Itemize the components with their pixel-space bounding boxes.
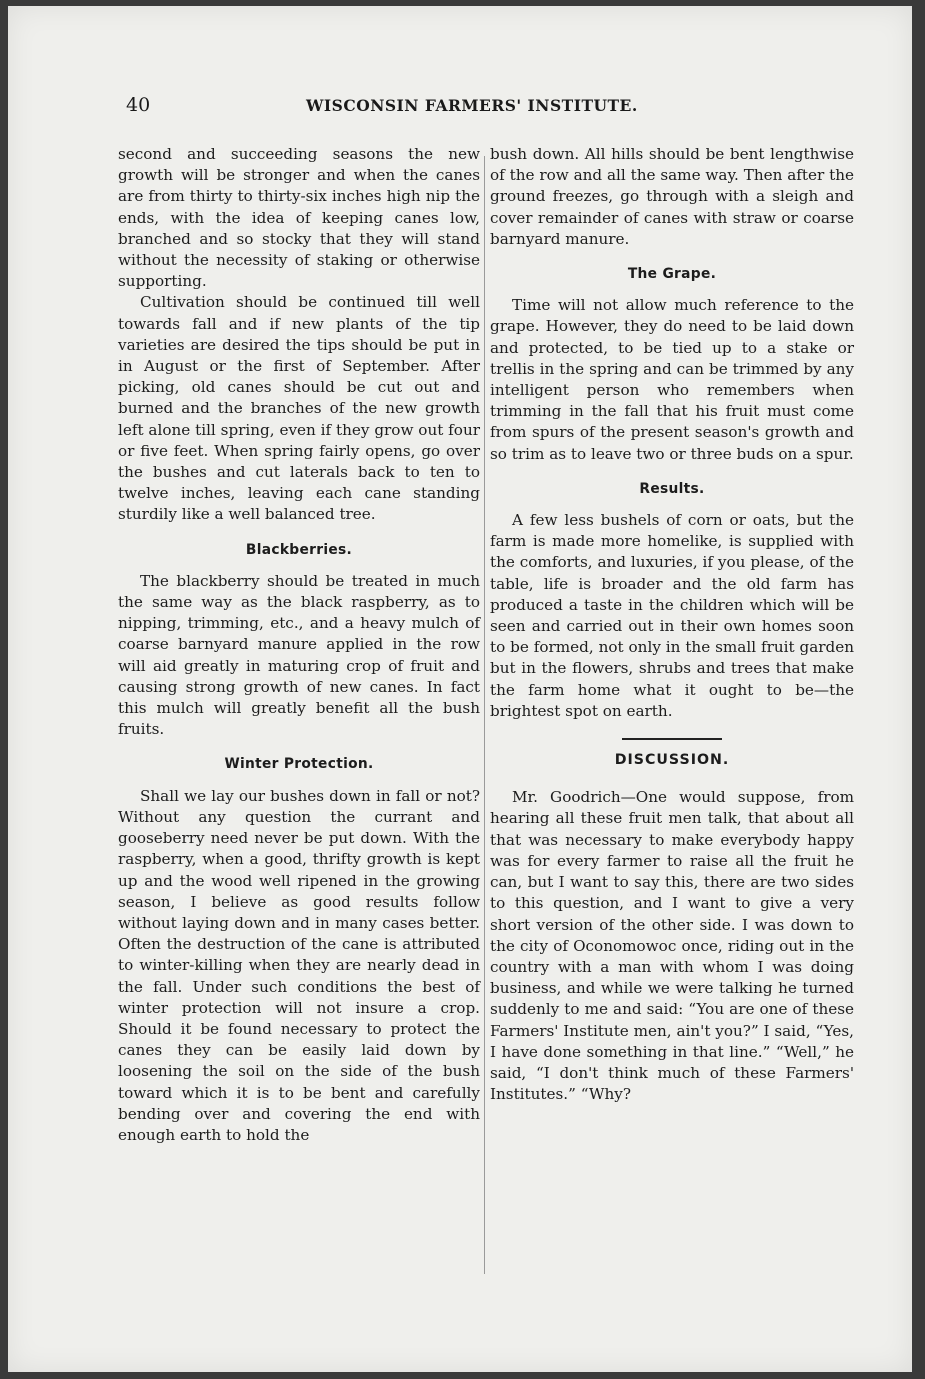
running-title: WISCONSIN FARMERS' INSTITUTE.	[306, 96, 638, 115]
heading-results: Results.	[639, 480, 705, 497]
paragraph-winter-protection: Shall we lay our bushes down in fall or not? Without any question the currant and gooseberry need never be put down. With the raspberry, when a good, thrifty growth is kept up and the wood well ripened in the growing season, I believe as good results follow without laying down and in many cases better. Often the destruction of the cane is attributed to winter-killing when they are nearly dead in the fall. Under such conditions the best of winter protection will not insure a crop. Should it be found necessary to protect the canes they can be easily laid down by loosening the soil on the side of the bush toward which it is to be bent and carefully bending over and covering the end with enough earth to hold the	[118, 786, 480, 1144]
discussion-divider	[622, 738, 722, 740]
paragraph-cultivation: Cultivation should be continued till well towards fall and if new plants of the tip varieties are desired the tips should be put in in August or the first of September. After picking, old canes should be cut out and burned and the branches of the new growth left alone till spring, even if they grow out four or five feet. When spring fairly opens, go over the bushes and cut laterals back to ten to twelve inches, leaving each cane standing sturdily like a well balanced tree.	[118, 293, 480, 524]
paragraph-continuation: second and succeeding seasons the new growth will be stronger and when the canes are from thirty to thirty-six inches high nip the ends, with the idea of keeping canes low, branched and so stocky that they will stand without the necessity of staking or otherwise supporting.	[118, 145, 480, 291]
heading-blackberries: Blackberries.	[245, 541, 353, 558]
column-divider	[484, 156, 485, 1274]
paragraph-results: A few less bushels of corn or oats, but the farm is made more homelike, is supplied with the comforts, and luxuries, if you please, of the table, life is broader and the old farm has produced a taste in the children which will be seen and carried out in their own homes soon to be formed, not only in the small fruit garden but in the flowers, shrubs and trees that make the farm home what it ought to be—the brightest spot on earth.	[490, 511, 854, 720]
heading-the-grape: The Grape.	[627, 266, 717, 283]
page-number: 40	[126, 94, 151, 116]
paragraph-grape: Time will not allow much reference to the grape. However, they do need to be laid down and protected, to be tied up to a stake or trellis in the spring and can be trimmed by any intelligent person who remembers when trimming in the fall that his fruit must come from spurs of the present season's growth and so trim as to leave two or three buds on a spur.	[490, 296, 854, 463]
left-column	[118, 144, 480, 1146]
page-header	[126, 94, 886, 118]
heading-discussion: DISCUSSION.	[614, 752, 730, 769]
right-column	[490, 144, 854, 1105]
book-page	[8, 6, 912, 1372]
paragraph-bush-down: bush down. All hills should be bent lengthwise of the row and all the same way. Then after the ground freezes, go through with a sleigh and cover remainder of canes with straw or coarse barnyard manure.	[490, 145, 854, 248]
paragraph-discussion: Mr. Goodrich—One would suppose, from hearing all these fruit men talk, that about all that was necessary to make everybody happy was for every farmer to raise all the fruit he can, but I want to say this, there are two sides to this question, and I want to give a very short version of the other side. I was down to the city of Oconomowoc once, riding out in the country with a man with whom I was doing business, and while we were talking he turned suddenly to me and said: “You are one of these Farmers' Institute men, ain't you?” I said, “Yes, I have done something in that line.” “Well,” he said, “I don't think much of these Farmers' Institutes.” “Why?	[490, 788, 854, 1104]
paragraph-blackberries: The blackberry should be treated in much the same way as the black raspberry, as to nipping, trimming, etc., and a heavy mulch of coarse barnyard manure applied in the row will aid greatly in maturing crop of fruit and causing strong growth of new canes. In fact this mulch will greatly benefit all the bush fruits.	[118, 571, 480, 739]
heading-winter-protection: Winter Protection.	[224, 756, 374, 773]
